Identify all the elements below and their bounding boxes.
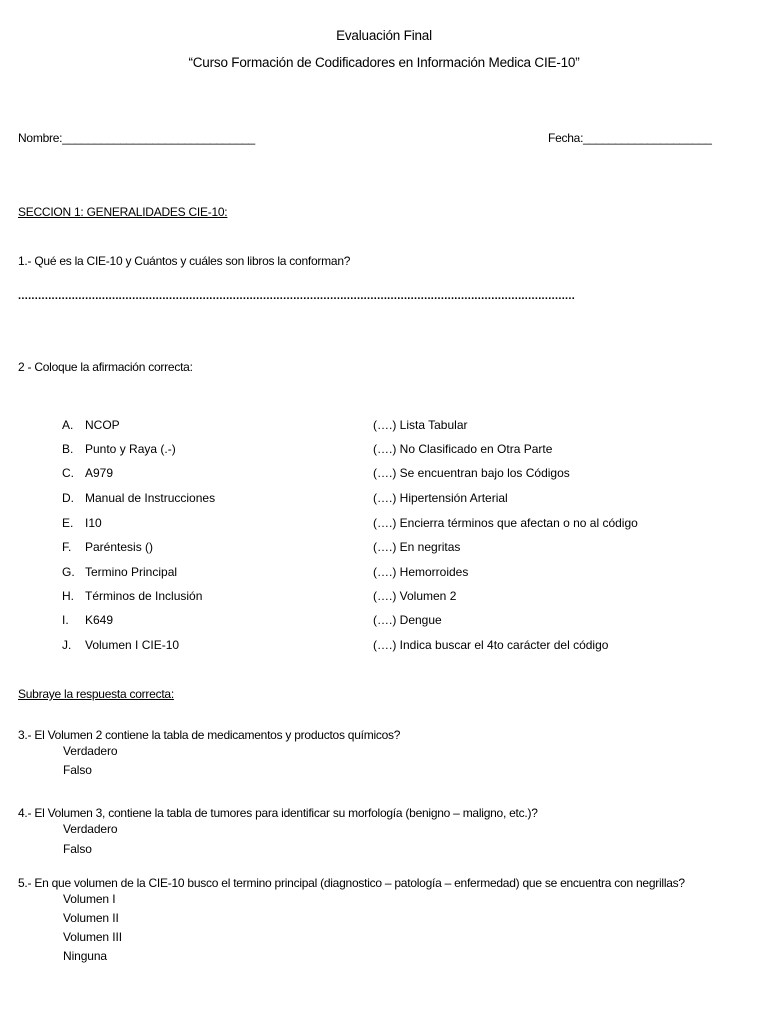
page-subtitle: “Curso Formación de Codificadores en Información Medica CIE-10” [188, 55, 580, 70]
match-row [0, 540, 700, 564]
match-letter: B. [62, 442, 74, 456]
option-ninguna[interactable]: Ninguna [63, 949, 108, 963]
page-title: Evaluación Final [336, 28, 432, 43]
match-blank[interactable]: (….) Dengue [373, 613, 442, 627]
match-row [0, 491, 700, 515]
match-row [0, 565, 700, 589]
question-5: 5.- En que volumen de la CIE-10 busco el termino principal (diagnostico – patología – enfermedad) que se encuentra con negrillas? [18, 876, 685, 890]
subraye-heading: Subraye la respuesta correcta: [18, 687, 174, 701]
question-1-answer-line[interactable]: ...................................................................................................................................................................... [18, 290, 576, 302]
option-verdadero[interactable]: Verdadero [63, 822, 118, 836]
match-row [0, 516, 700, 540]
match-row [0, 613, 700, 637]
option-volumen-1[interactable]: Volumen I [63, 892, 116, 906]
section1-heading: SECCION 1: GENERALIDADES CIE-10: [18, 205, 228, 219]
match-letter: A. [62, 418, 74, 432]
match-item: Termino Principal [85, 565, 178, 579]
match-item: Paréntesis () [85, 540, 154, 554]
match-blank[interactable]: (….) Se encuentran bajo los Códigos [373, 466, 570, 480]
option-falso[interactable]: Falso [63, 763, 92, 777]
match-item: A979 [85, 466, 114, 480]
match-blank[interactable]: (….) En negritas [373, 540, 461, 554]
name-field[interactable]: Nombre:______________________________ [18, 131, 255, 145]
match-row [0, 589, 700, 613]
match-item: K649 [85, 613, 114, 627]
match-letter: D. [62, 491, 74, 505]
match-letter: F. [62, 540, 72, 554]
match-row [0, 418, 700, 442]
match-item: Manual de Instrucciones [85, 491, 216, 505]
match-blank[interactable]: (….) Indica buscar el 4to carácter del código [373, 638, 609, 652]
question-4: 4.- El Volumen 3, contiene la tabla de tumores para identificar su morfología (benigno – maligno, etc.)? [18, 806, 538, 820]
match-blank[interactable]: (….) Lista Tabular [373, 418, 468, 432]
match-item: Volumen I CIE-10 [85, 638, 180, 652]
match-blank[interactable]: (….) Hipertensión Arterial [373, 491, 508, 505]
match-blank[interactable]: (….) Volumen 2 [373, 589, 457, 603]
match-blank[interactable]: (….) Encierra términos que afectan o no al código [373, 516, 638, 530]
match-letter: C. [62, 466, 74, 480]
match-letter: I. [62, 613, 69, 627]
match-item: NCOP [85, 418, 120, 432]
match-row [0, 466, 700, 490]
match-row [0, 638, 700, 662]
match-letter: H. [62, 589, 74, 603]
match-item: Términos de Inclusión [85, 589, 203, 603]
option-volumen-2[interactable]: Volumen II [63, 911, 119, 925]
option-verdadero[interactable]: Verdadero [63, 744, 118, 758]
option-volumen-3[interactable]: Volumen III [63, 930, 122, 944]
match-item: Punto y Raya (.-) [85, 442, 176, 456]
question-2: 2 - Coloque la afirmación correcta: [18, 360, 193, 374]
date-field[interactable]: Fecha:____________________ [548, 131, 712, 145]
match-row [0, 442, 700, 466]
option-falso[interactable]: Falso [63, 842, 92, 856]
question-3: 3.- El Volumen 2 contiene la tabla de medicamentos y productos químicos? [18, 728, 401, 742]
match-letter: J. [62, 638, 72, 652]
match-blank[interactable]: (….) No Clasificado en Otra Parte [373, 442, 553, 456]
match-letter: G. [62, 565, 75, 579]
match-letter: E. [62, 516, 74, 530]
match-blank[interactable]: (….) Hemorroides [373, 565, 469, 579]
match-item: I10 [85, 516, 102, 530]
question-1: 1.- Qué es la CIE-10 y Cuántos y cuáles son libros la conforman? [18, 254, 351, 268]
